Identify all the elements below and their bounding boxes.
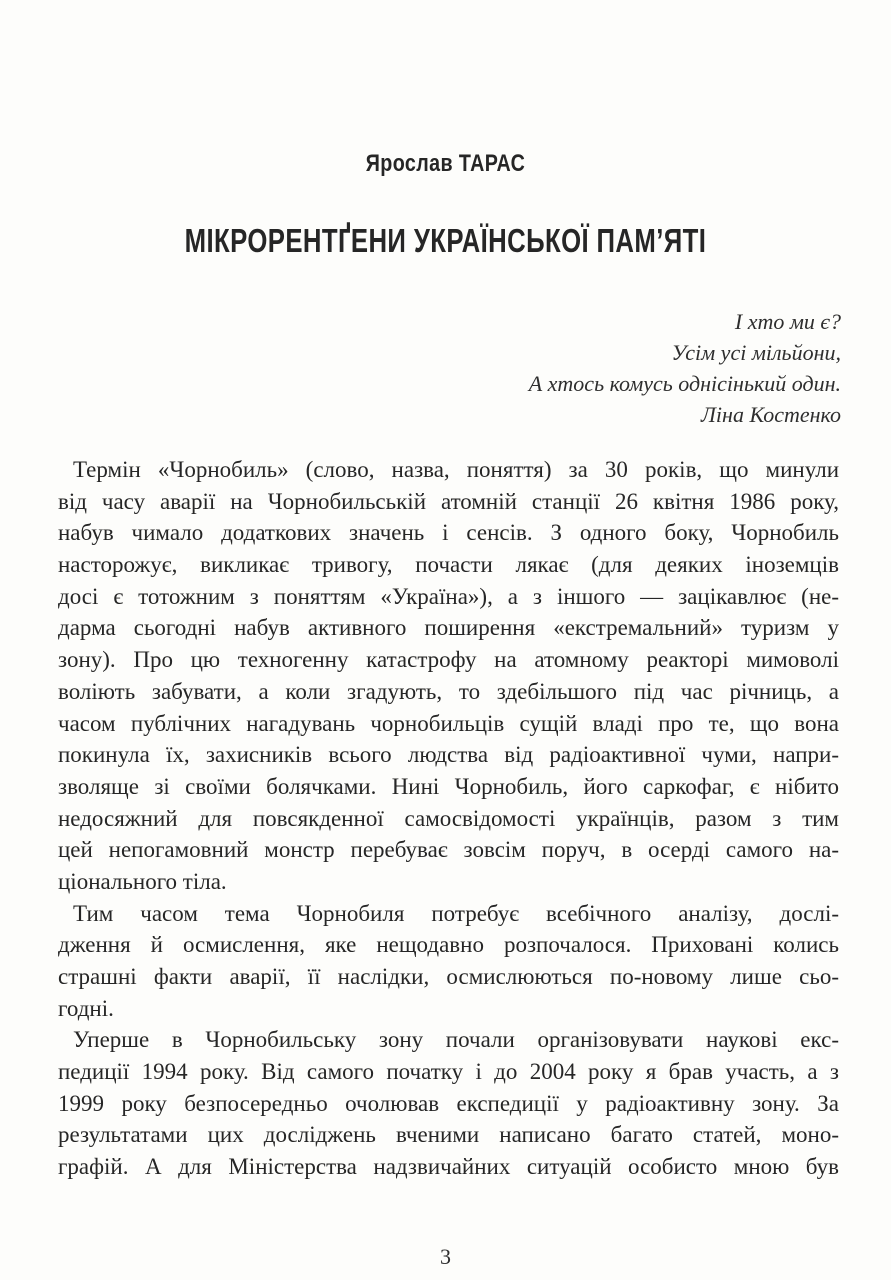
paragraph-line: Уперше в Чорнобильську зону почали організовувати наукові екс- bbox=[73, 1027, 839, 1053]
paragraph-line: ціонального тіла. bbox=[58, 868, 227, 894]
paragraph-line: годні. bbox=[58, 995, 114, 1021]
paragraph-line: графій. А для Міністерства надзвичайних ситуацій особисто мною був bbox=[58, 1154, 839, 1180]
paragraph-line: страшні факти аварії, її наслідки, осмислюються по-новому лише сьо- bbox=[58, 964, 839, 989]
author-name: Ярослав ТАРАС bbox=[365, 150, 526, 177]
article-body bbox=[58, 454, 839, 1183]
paragraph-line: Тим часом тема Чорнобиля потребує всебічного аналізу, дослі- bbox=[73, 900, 839, 926]
article-title: МІКРОРЕНТҐЕНИ УКРАЇНСЬКОЇ ПАМ’ЯТІ bbox=[184, 222, 707, 259]
epigraph-line: І хто ми є? bbox=[734, 309, 841, 334]
paragraph-line: часом публічних нагадувань чорнобильців сущій владі про те, що вона bbox=[58, 710, 839, 736]
paragraph-line: педиції 1994 року. Від самого початку і до 2004 року я брав участь, а з bbox=[58, 1059, 839, 1085]
epigraph bbox=[529, 306, 841, 430]
paragraph-line: від часу аварії на Чорнобильській атомній станції 26 квітня 1986 року, bbox=[58, 488, 839, 514]
paragraph-line: набув чимало додаткових значень і сенсів. З одного боку, Чорнобиль bbox=[58, 520, 839, 546]
paragraph-line: Термін «Чорнобиль» (слово, назва, поняття) за 30 років, що минули bbox=[73, 457, 839, 482]
paragraph-line: дарма сьогодні набув активного поширення «екстремальний» туризм у bbox=[58, 615, 839, 641]
paragraph-line: 1999 року безпосередньо очолював експедиції у радіоактивну зону. За bbox=[58, 1090, 839, 1116]
paragraph-line: насторожує, викликає тривогу, почасти лякає (для деяких іноземців bbox=[58, 552, 839, 578]
paragraph-line: зволяще зі своїми болячками. Нині Чорнобиль, його саркофаг, є нібито bbox=[58, 773, 839, 799]
paragraph-line: результатами цих досліджень вченими написано багато статей, моно- bbox=[58, 1122, 839, 1148]
paragraph-line: досі є тотожним з поняттям «Україна»), а з іншого — зацікавлює (не- bbox=[58, 583, 839, 609]
paragraph-line: недосяжний для повсякденної самосвідомості українців, разом з тим bbox=[58, 805, 839, 831]
page-number: 3 bbox=[440, 1244, 451, 1269]
paragraph-line: зону). Про цю техногенну катастрофу на атомному реакторі мимоволі bbox=[58, 647, 839, 673]
epigraph-attribution: Ліна Костенко bbox=[701, 402, 841, 427]
epigraph-line: А хтось комусь однісінький один. bbox=[528, 371, 841, 396]
paragraph-line: цей непогамовний монстр перебуває зовсім поруч, в осерді самого на- bbox=[58, 837, 839, 863]
paragraph-line: воліють забувати, а коли згадують, то здебільшого під час річниць, а bbox=[58, 678, 839, 704]
paragraph-line: покинула їх, захисників всього людства від радіоактивної чуми, напри- bbox=[58, 742, 839, 768]
epigraph-line: Усім усі мільйони, bbox=[671, 340, 841, 365]
paragraph-line: дження й осмислення, яке нещодавно розпочалося. Приховані колись bbox=[58, 932, 839, 958]
